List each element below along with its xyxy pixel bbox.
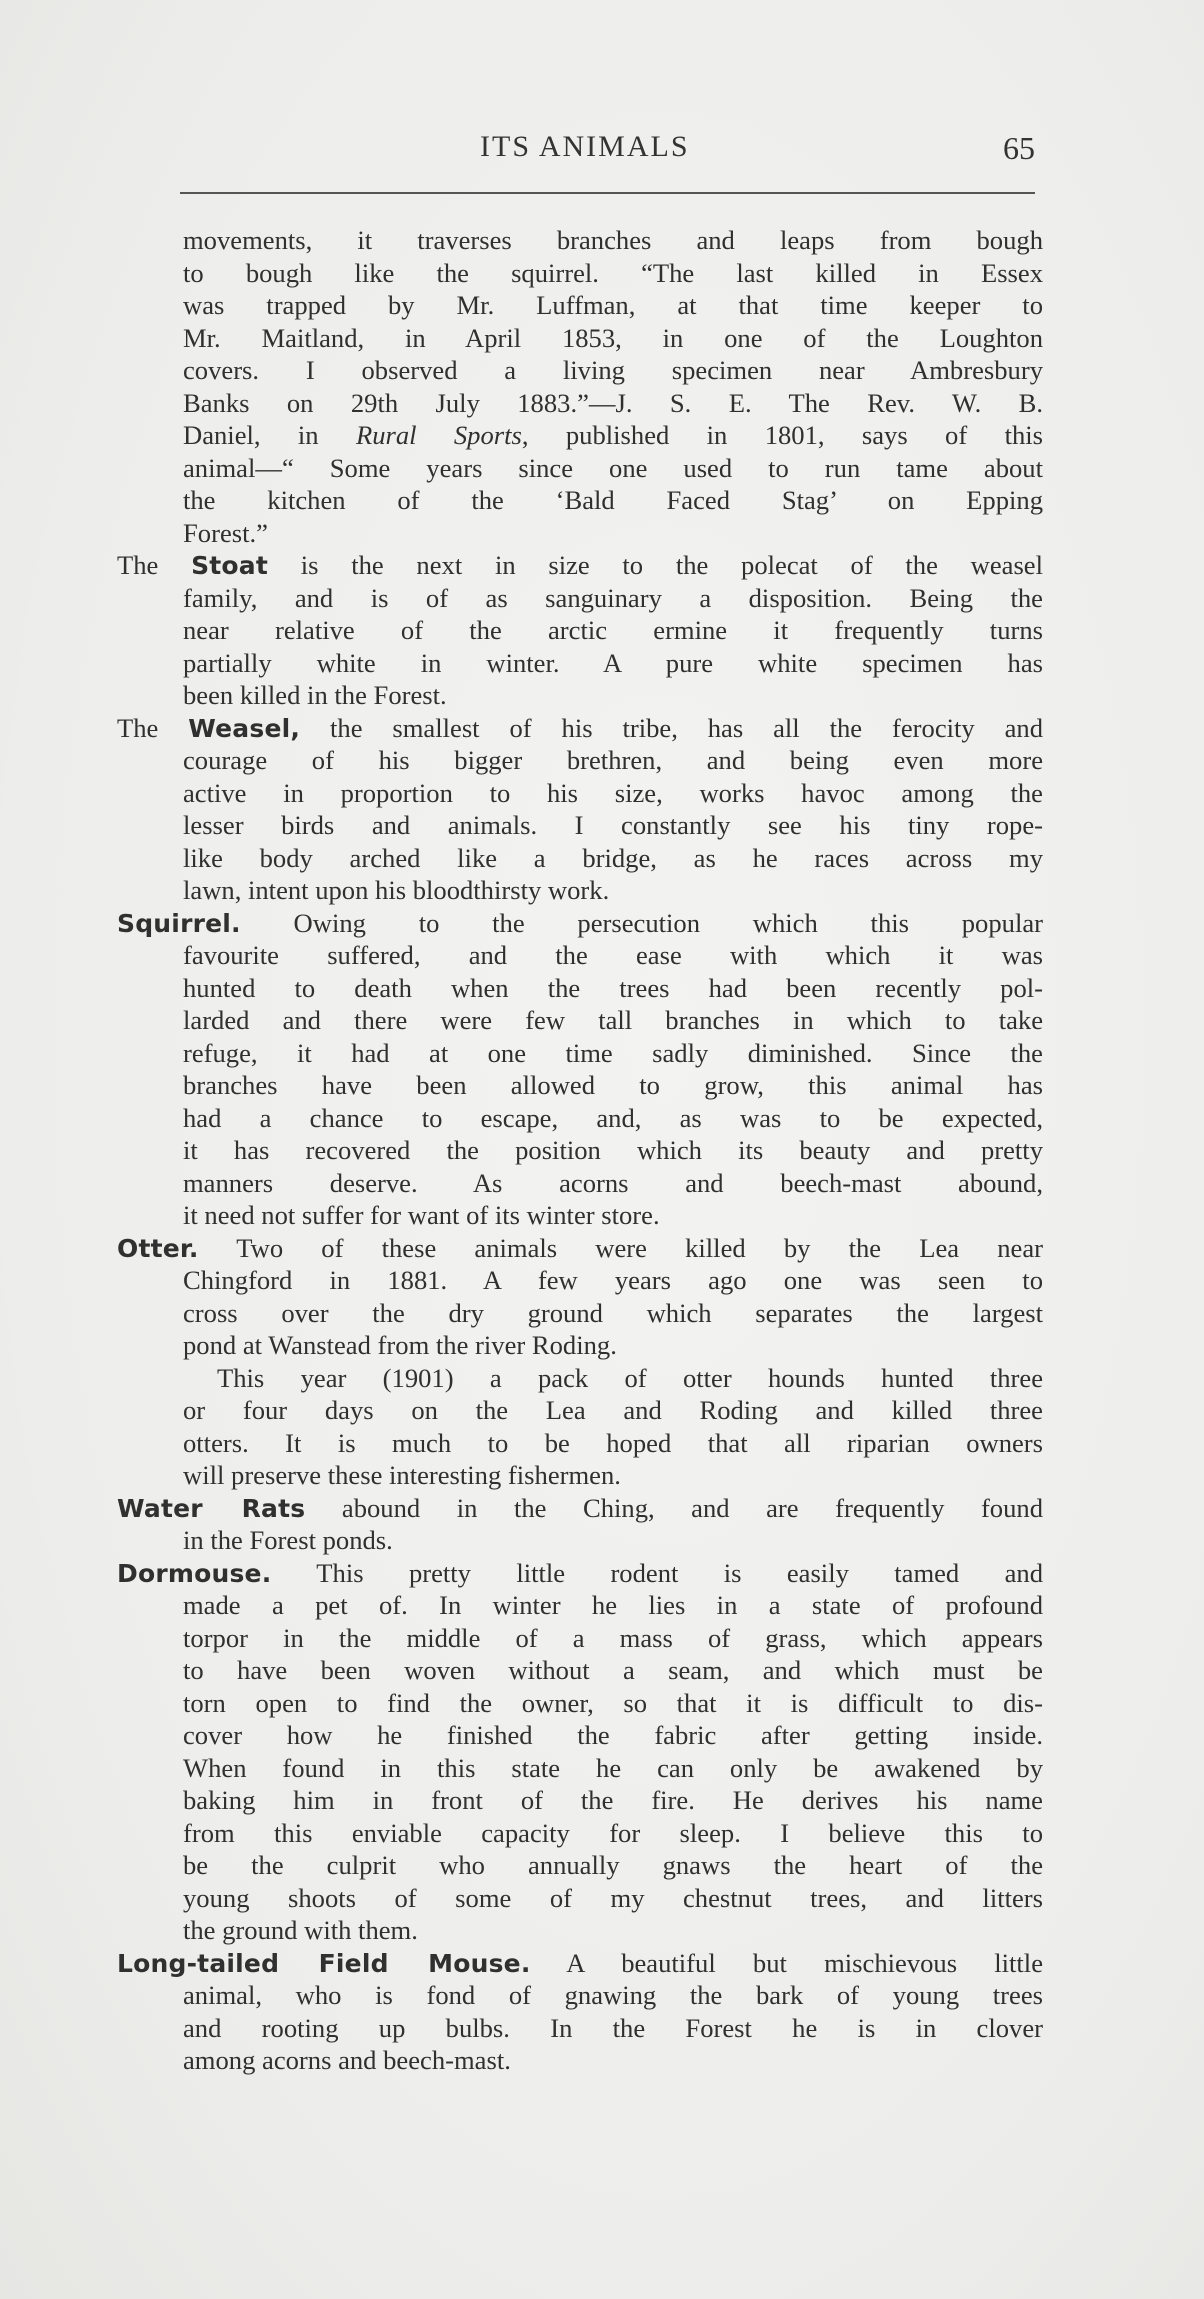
text-line: was trapped by Mr. Luffman, at that time keeper to <box>183 290 1043 320</box>
text-line: This year (1901) a pack of otter hounds hunted three <box>217 1362 1043 1393</box>
text-line: baking him in front of the fire. He derives his name <box>183 1785 1043 1815</box>
text-line: or four days on the Lea and Roding and killed three <box>183 1395 1043 1425</box>
text-line: been killed in the Forest. <box>183 680 447 710</box>
text-line: lawn, intent upon his bloodthirsty work. <box>183 875 610 905</box>
text-line: Banks on 29th July 1883.”—J. S. E. The Rev. W. B. <box>183 387 1043 418</box>
text-line: be the culprit who annually gnaws the heart of the <box>183 1850 1043 1880</box>
text-line: hunted to death when the trees had been recently pol- <box>183 972 1043 1003</box>
text-line: branches have been allowed to grow, this animal has <box>183 1070 1043 1100</box>
entry-heading-dormouse: Dormouse. <box>117 1558 272 1588</box>
text-line: the ground with them. <box>183 1915 418 1945</box>
running-head <box>180 130 1035 186</box>
text-fragment: This pretty little rodent is easily tamed and <box>271 1557 1043 1588</box>
text-fragment: the smallest of his tribe, has all the ferocity and <box>300 712 1043 743</box>
paragraph-dormouse <box>117 1557 1043 1947</box>
paragraph-continuation <box>183 224 1043 549</box>
text-line: covers. I observed a living specimen near Ambresbury <box>183 355 1043 385</box>
text-fragment: Owing to the persecution which this popular <box>240 907 1043 938</box>
text-fragment: , published in 1801, says of this <box>521 420 1043 450</box>
text-line: cover how he finished the fabric after getting inside. <box>183 1720 1043 1750</box>
text-fragment: The <box>117 550 192 580</box>
running-head-title: ITS ANIMALS <box>480 130 690 163</box>
text-line: active in proportion to his size, works havoc among the <box>183 777 1043 808</box>
entry-heading-weasel: Weasel, <box>188 713 301 743</box>
text-line: to have been woven without a seam, and which must be <box>183 1655 1043 1685</box>
text-line: cross over the dry ground which separates the largest <box>183 1297 1043 1328</box>
text-fragment: The <box>117 712 189 743</box>
text-line: animal—“ Some years since one used to run tame about <box>183 452 1043 483</box>
text-line: near relative of the arctic ermine it frequently turns <box>183 615 1043 645</box>
text-line: Forest.” <box>183 517 268 548</box>
text-line: pond at Wanstead from the river Roding. <box>183 1330 617 1360</box>
text-line: torpor in the middle of a mass of grass, which appears <box>183 1622 1043 1653</box>
text-fragment: is the next in size to the polecat of the weasel <box>268 550 1043 580</box>
text-line: it has recovered the position which its beauty and pretty <box>183 1135 1043 1165</box>
text-line <box>117 1232 1043 1265</box>
text-line: from this enviable capacity for sleep. I believe this to <box>183 1817 1043 1848</box>
text-line: and rooting up bulbs. In the Forest he is in clover <box>183 2012 1043 2043</box>
paragraph-squirrel <box>117 907 1043 1232</box>
text-line: had a chance to escape, and, as was to be expected, <box>183 1102 1043 1133</box>
text-line: larded and there were few tall branches in which to take <box>183 1005 1043 1035</box>
book-title-rural-sports: Rural Sports <box>355 420 522 450</box>
text-line: it need not suffer for want of its winter store. <box>183 1200 660 1230</box>
header-rule <box>180 192 1035 194</box>
entry-heading-stoat: Stoat <box>191 551 269 580</box>
entry-heading-otter: Otter. <box>117 1233 199 1263</box>
paragraph-weasel <box>117 712 1043 907</box>
text-line <box>183 419 1043 452</box>
text-line: lesser birds and animals. I constantly see his tiny rope- <box>183 810 1043 840</box>
text-fragment: A beautiful but mischievous little <box>530 1947 1043 1978</box>
text-line: Chingford in 1881. A few years ago one was seen to <box>183 1265 1043 1295</box>
text-line: will preserve these interesting fishermen. <box>183 1460 621 1490</box>
text-line: favourite suffered, and the ease with which it was <box>183 940 1043 970</box>
text-line: torn open to find the owner, so that it is difficult to dis- <box>183 1687 1043 1718</box>
text-line: like body arched like a bridge, as he races across my <box>183 842 1043 873</box>
paragraph-otter-hounds <box>183 1362 1043 1492</box>
page-number: 65 <box>1003 130 1035 166</box>
text-line <box>117 1947 1043 1980</box>
text-line <box>117 907 1043 940</box>
text-line <box>117 712 1043 745</box>
entry-heading-water-rats: Water Rats <box>117 1493 306 1523</box>
text-fragment: abound in the Ching, and are frequently found <box>305 1492 1043 1523</box>
text-line: made a pet of. In winter he lies in a state of profound <box>183 1590 1043 1620</box>
text-line: movements, it traverses branches and leaps from bough <box>183 225 1043 255</box>
text-line <box>117 1557 1043 1590</box>
paragraph-otter <box>117 1232 1043 1362</box>
text-line: courage of his bigger brethren, and being even more <box>183 745 1043 775</box>
text-line <box>117 1492 1043 1525</box>
paragraph-field-mouse <box>117 1947 1043 2077</box>
paragraph-stoat <box>117 549 1043 712</box>
text-fragment: Two of these animals were killed by the Lea near <box>198 1232 1043 1263</box>
text-line: When found in this state he can only be awakened by <box>183 1752 1043 1783</box>
body-text <box>117 224 1043 2077</box>
text-line: animal, who is fond of gnawing the bark of young trees <box>183 1980 1043 2010</box>
text-line: otters. It is much to be hoped that all riparian owners <box>183 1427 1043 1458</box>
paragraph-water-rats <box>117 1492 1043 1557</box>
text-line: Mr. Maitland, in April 1853, in one of the Loughton <box>183 322 1043 353</box>
text-line: to bough like the squirrel. “The last killed in Essex <box>183 257 1043 288</box>
text-line: refuge, it had at one time sadly diminished. Since the <box>183 1037 1043 1068</box>
text-line: in the Forest ponds. <box>183 1525 393 1555</box>
text-line: the kitchen of the ‘Bald Faced Stag’ on Epping <box>183 485 1043 515</box>
text-line <box>117 549 1043 582</box>
text-fragment: Daniel, in <box>183 420 356 450</box>
text-line: partially white in winter. A pure white specimen has <box>183 647 1043 678</box>
text-line: manners deserve. As acorns and beech-mast abound, <box>183 1167 1043 1198</box>
entry-heading-field-mouse: Long-tailed Field Mouse. <box>117 1948 531 1978</box>
text-line: young shoots of some of my chestnut trees, and litters <box>183 1882 1043 1913</box>
text-line: family, and is of as sanguinary a disposition. Being the <box>183 582 1043 613</box>
entry-heading-squirrel: Squirrel. <box>117 908 241 938</box>
text-line: among acorns and beech-mast. <box>183 2045 511 2075</box>
